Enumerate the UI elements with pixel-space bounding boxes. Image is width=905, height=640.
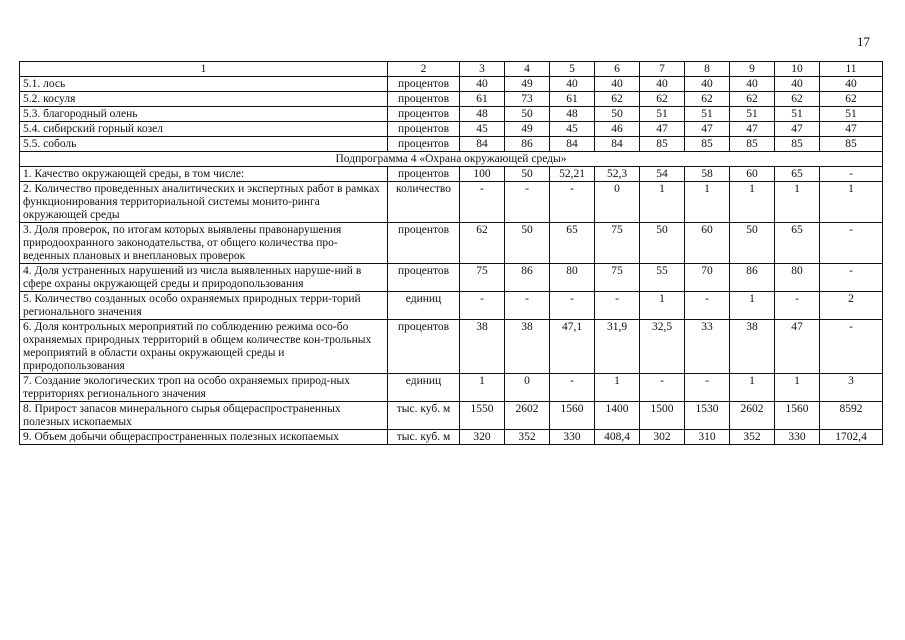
value-cell: - [820,320,883,374]
value-cell: 75 [595,223,640,264]
value-cell: 50 [505,167,550,182]
value-cell: 1 [730,182,775,223]
value-cell: 80 [775,264,820,292]
value-cell: 47 [820,122,883,137]
value-cell: 1 [820,182,883,223]
value-cell: 84 [460,137,505,152]
value-cell: 1 [685,182,730,223]
value-cell: 65 [775,167,820,182]
value-cell: 2602 [505,402,550,430]
value-cell: 85 [730,137,775,152]
value-cell: 51 [730,107,775,122]
unit-cell: процентов [388,92,460,107]
value-cell: 84 [550,137,595,152]
value-cell: 61 [550,92,595,107]
value-cell: 0 [505,374,550,402]
value-cell: 40 [640,77,685,92]
value-cell: 50 [640,223,685,264]
table-row [20,122,883,137]
value-cell: 62 [775,92,820,107]
value-cell: 62 [460,223,505,264]
table-row [20,292,883,320]
value-cell: 70 [685,264,730,292]
value-cell: 32,5 [640,320,685,374]
table-body [20,62,883,445]
value-cell: - [460,182,505,223]
value-cell: 1 [730,292,775,320]
value-cell: 0 [595,182,640,223]
value-cell: 61 [460,92,505,107]
value-cell: 48 [550,107,595,122]
value-cell: 40 [775,77,820,92]
value-cell: 62 [730,92,775,107]
column-number-cell: 4 [505,62,550,77]
table-row [20,137,883,152]
indicator-name: 5.2. косуля [20,92,388,107]
value-cell: 1400 [595,402,640,430]
value-cell: - [685,292,730,320]
value-cell: 55 [640,264,685,292]
value-cell: 1 [595,374,640,402]
value-cell: - [640,374,685,402]
value-cell: 310 [685,430,730,445]
value-cell: 1500 [640,402,685,430]
value-cell: 40 [550,77,595,92]
indicator-name: 4. Доля устраненных нарушений из числа выявленных наруше-ний в сфере охраны окружающей среды и природопользования [20,264,388,292]
column-number-cell: 3 [460,62,505,77]
value-cell: 1550 [460,402,505,430]
column-number-cell: 1 [20,62,388,77]
column-number-cell: 5 [550,62,595,77]
value-cell: 62 [820,92,883,107]
value-cell: 1 [775,182,820,223]
value-cell: 46 [595,122,640,137]
column-number-cell: 9 [730,62,775,77]
value-cell: 60 [685,223,730,264]
unit-cell: тыс. куб. м [388,430,460,445]
value-cell: 75 [460,264,505,292]
value-cell: 60 [730,167,775,182]
table-row [20,77,883,92]
value-cell: 1530 [685,402,730,430]
section-title: Подпрограмма 4 «Охрана окружающей среды» [20,152,883,167]
value-cell: - [460,292,505,320]
page-number: 17 [857,34,870,49]
column-number-cell: 8 [685,62,730,77]
value-cell: - [775,292,820,320]
indicator-name: 3. Доля проверок, по итогам которых выявлены правонарушения природоохранного законодательства, от общего количества про-веденных плановых и внеплановых проверок [20,223,388,264]
column-number-cell: 7 [640,62,685,77]
column-number-cell: 11 [820,62,883,77]
value-cell: 330 [775,430,820,445]
value-cell: 40 [730,77,775,92]
indicator-name: 5.5. соболь [20,137,388,152]
table-row [20,374,883,402]
value-cell: 50 [505,107,550,122]
unit-cell: количество [388,182,460,223]
value-cell: 1 [730,374,775,402]
unit-cell: процентов [388,107,460,122]
indicators-table [19,61,883,445]
table-row [20,320,883,374]
value-cell: 47 [730,122,775,137]
unit-cell: процентов [388,137,460,152]
value-cell: 352 [505,430,550,445]
value-cell: - [505,292,550,320]
section-row [20,152,883,167]
value-cell: 330 [550,430,595,445]
value-cell: 1 [640,292,685,320]
table-row [20,92,883,107]
value-cell: 33 [685,320,730,374]
value-cell: 1702,4 [820,430,883,445]
table-row [20,223,883,264]
value-cell: 47 [685,122,730,137]
value-cell: 85 [820,137,883,152]
value-cell: 1 [775,374,820,402]
value-cell: 49 [505,77,550,92]
table-row [20,167,883,182]
value-cell: 50 [730,223,775,264]
indicator-name: 2. Количество проведенных аналитических и экспертных работ в рамках функционирования территориальной системы монито-ринга окружающей среды [20,182,388,223]
value-cell: 38 [460,320,505,374]
value-cell: - [550,182,595,223]
unit-cell: тыс. куб. м [388,402,460,430]
value-cell: 65 [775,223,820,264]
value-cell: 408,4 [595,430,640,445]
table-row [20,402,883,430]
indicator-name: 5. Количество созданных особо охраняемых природных терри-торий регионального значения [20,292,388,320]
value-cell: 40 [820,77,883,92]
value-cell: 8592 [820,402,883,430]
indicator-name: 1. Качество окружающей среды, в том числе: [20,167,388,182]
value-cell: 45 [460,122,505,137]
value-cell: 62 [640,92,685,107]
column-number-cell: 10 [775,62,820,77]
table-row [20,107,883,122]
value-cell: 1560 [775,402,820,430]
value-cell: 51 [775,107,820,122]
value-cell: - [820,167,883,182]
value-cell: 49 [505,122,550,137]
value-cell: - [820,223,883,264]
value-cell: 65 [550,223,595,264]
value-cell: 86 [505,137,550,152]
value-cell: 84 [595,137,640,152]
value-cell: 1560 [550,402,595,430]
value-cell: - [595,292,640,320]
value-cell: 86 [505,264,550,292]
value-cell: 80 [550,264,595,292]
column-number-row [20,62,883,77]
value-cell: 51 [820,107,883,122]
value-cell: 302 [640,430,685,445]
indicator-name: 5.1. лось [20,77,388,92]
table-row [20,264,883,292]
value-cell: 73 [505,92,550,107]
indicator-name: 5.4. сибирский горный козел [20,122,388,137]
table-row [20,430,883,445]
value-cell: 47 [775,320,820,374]
indicator-name: 5.3. благородный олень [20,107,388,122]
value-cell: 85 [685,137,730,152]
value-cell: 75 [595,264,640,292]
column-number-cell: 2 [388,62,460,77]
indicator-name: 7. Создание экологических троп на особо охраняемых природ-ных территориях регионального значения [20,374,388,402]
value-cell: 31,9 [595,320,640,374]
indicator-name: 6. Доля контрольных мероприятий по соблюдению режима осо-бо охраняемых природных территорий в общем количестве кон-трольных мероприятий в области охраны окружающей среды и природопользования [20,320,388,374]
value-cell: 62 [595,92,640,107]
unit-cell: процентов [388,77,460,92]
value-cell: 47 [640,122,685,137]
indicator-name: 8. Прирост запасов минерального сырья общераспространенных полезных ископаемых [20,402,388,430]
unit-cell: процентов [388,320,460,374]
value-cell: - [550,374,595,402]
value-cell: 3 [820,374,883,402]
value-cell: 47,1 [550,320,595,374]
value-cell: 58 [685,167,730,182]
unit-cell: единиц [388,374,460,402]
value-cell: 40 [595,77,640,92]
unit-cell: процентов [388,264,460,292]
value-cell: 38 [730,320,775,374]
value-cell: - [505,182,550,223]
value-cell: 50 [595,107,640,122]
column-number-cell: 6 [595,62,640,77]
value-cell: 40 [460,77,505,92]
value-cell: 320 [460,430,505,445]
value-cell: 45 [550,122,595,137]
unit-cell: процентов [388,167,460,182]
value-cell: 48 [460,107,505,122]
table-row [20,182,883,223]
value-cell: 85 [775,137,820,152]
value-cell: - [550,292,595,320]
value-cell: 2602 [730,402,775,430]
value-cell: 50 [505,223,550,264]
unit-cell: процентов [388,223,460,264]
value-cell: 100 [460,167,505,182]
value-cell: 352 [730,430,775,445]
value-cell: 47 [775,122,820,137]
value-cell: 2 [820,292,883,320]
value-cell: 85 [640,137,685,152]
value-cell: 52,21 [550,167,595,182]
value-cell: 1 [460,374,505,402]
value-cell: - [820,264,883,292]
value-cell: 51 [685,107,730,122]
value-cell: 52,3 [595,167,640,182]
value-cell: - [685,374,730,402]
value-cell: 40 [685,77,730,92]
indicator-name: 9. Объем добычи общераспространенных полезных ископаемых [20,430,388,445]
value-cell: 86 [730,264,775,292]
value-cell: 38 [505,320,550,374]
unit-cell: единиц [388,292,460,320]
value-cell: 54 [640,167,685,182]
value-cell: 1 [640,182,685,223]
value-cell: 62 [685,92,730,107]
value-cell: 51 [640,107,685,122]
unit-cell: процентов [388,122,460,137]
